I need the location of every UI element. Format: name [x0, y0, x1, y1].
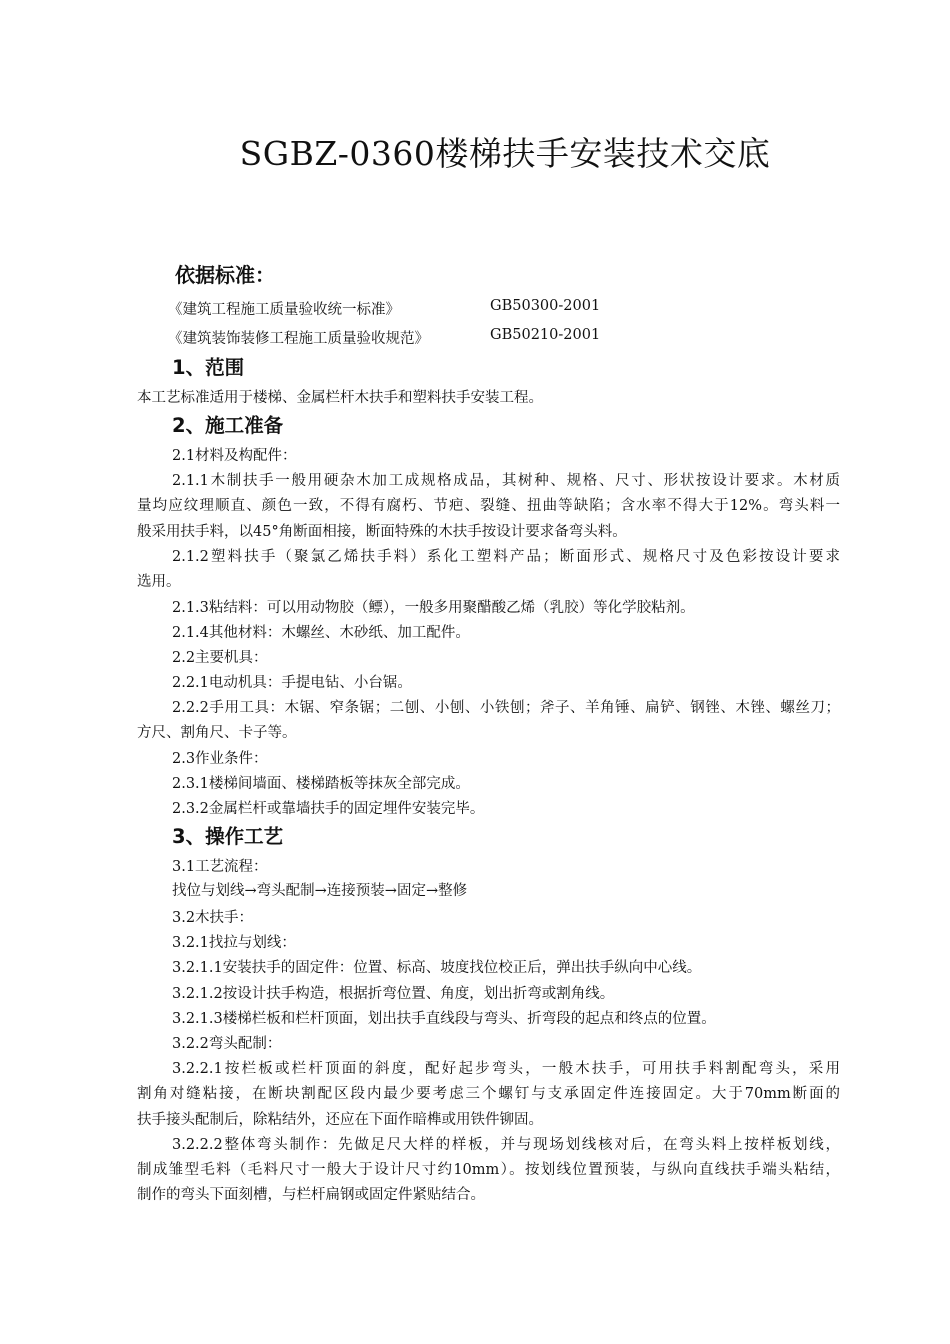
paragraph-line: 3.2.1.3楼梯栏板和栏杆顶面，划出扶手直线段与弯头、折弯段的起点和终点的位置。 [172, 1011, 716, 1027]
paragraph-line: 2.2主要机具： [172, 650, 268, 666]
basis-heading: 依据标准： [175, 263, 275, 287]
paragraph-line: 2.1.4其他材料：木螺丝、木砂纸、加工配件。 [172, 625, 470, 641]
paragraph-line: 3.1工艺流程： [172, 859, 268, 875]
paragraph-line: 量均应纹理顺直、颜色一致，不得有腐朽、节疤、裂缝、扭曲等缺陷；含水率不得大于12%。弯头料一 [137, 498, 840, 514]
paragraph-line: 2.1材料及构配件： [172, 448, 297, 464]
paragraph-line: 割角对缝粘接，在断块割配区段内最少要考虑三个螺钉与支承固定件连接固定。大于70mm断面的 [137, 1086, 840, 1102]
paragraph-line: 3.2.2.2整体弯头制作：先做足尺大样的样板，并与现场划线核对后，在弯头料上按样板划线， [172, 1137, 840, 1153]
paragraph-line: 扶手接头配制后，除粘结外，还应在下面作暗榫或用铁件铆固。 [137, 1112, 543, 1128]
paragraph-line: 2.1.2塑料扶手（聚氯乙烯扶手料）系化工塑料产品；断面形式、规格尺寸及色彩按设计要求 [172, 549, 840, 565]
standard-name: 《建筑工程施工质量验收统一标准》 [168, 302, 400, 318]
paragraph-line: 本工艺标准适用于楼梯、金属栏杆木扶手和塑料扶手安装工程。 [137, 390, 543, 406]
standard-row [168, 327, 601, 348]
paragraph-line: 3.2.1.2按设计扶手构造，根据折弯位置、角度，划出折弯或割角线。 [172, 986, 615, 1002]
section-heading-scope: 1、范围 [172, 356, 245, 379]
standard-code: GB50210-2001 [490, 327, 601, 343]
paragraph-line: 3.2木扶手： [172, 910, 254, 926]
paragraph-line: 2.3作业条件： [172, 751, 268, 767]
paragraph-line: 3.2.1找拉与划线： [172, 935, 296, 951]
paragraph-line: 2.2.1电动机具：手提电钻、小台锯。 [172, 675, 412, 691]
standard-name: 《建筑装饰装修工程施工质量验收规范》 [168, 331, 429, 347]
paragraph-line: 3.2.2.1按栏板或栏杆顶面的斜度，配好起步弯头，一般木扶手，可用扶手料割配弯头，采用 [172, 1061, 840, 1077]
paragraph-line: 3.2.2弯头配制： [172, 1036, 282, 1052]
standard-row [168, 298, 601, 319]
standard-code: GB50300-2001 [490, 298, 601, 314]
paragraph-line: 制作的弯头下面刻槽，与栏杆扁钢或固定件紧贴结合。 [137, 1187, 485, 1203]
paragraph-line: 2.1.3粘结料：可以用动物胶（鳔），一般多用聚醋酸乙烯（乳胶）等化学胶粘剂。 [172, 600, 695, 616]
paragraph-line: 选用。 [137, 574, 181, 590]
paragraph-line: 般采用扶手料，以45°角断面相接，断面特殊的木扶手按设计要求备弯头料。 [137, 524, 627, 540]
paragraph-line: 2.3.1楼梯间墙面、楼梯踏板等抹灰全部完成。 [172, 776, 470, 792]
paragraph-line: 2.1.1木制扶手一般用硬杂木加工成规格成品，其树种、规格、尺寸、形状按设计要求。木材质 [172, 473, 840, 489]
section-heading-preparation: 2、施工准备 [172, 414, 284, 437]
paragraph-line: 3.2.1.1安装扶手的固定件：位置、标高、坡度找位校正后，弹出扶手纵向中心线。 [172, 960, 702, 976]
paragraph-line: 制成雏型毛料（毛料尺寸一般大于设计尺寸约10mm）。按划线位置预装，与纵向直线扶手端头粘结， [137, 1162, 840, 1178]
document-title: SGBZ-0360楼梯扶手安装技术交底 [239, 134, 771, 173]
paragraph-line: 2.2.2手用工具：木锯、窄条锯；二刨、小刨、小铁刨；斧子、羊角锤、扁铲、钢锉、木锉、螺丝刀； [172, 700, 840, 716]
section-heading-process: 3、操作工艺 [172, 825, 284, 848]
process-flow: 找位与划线→弯头配制→连接预装→固定→整修 [172, 883, 468, 899]
paragraph-line: 2.3.2金属栏杆或靠墙扶手的固定埋件安装完毕。 [172, 801, 485, 817]
paragraph-line: 方尺、割角尺、卡子等。 [137, 725, 297, 741]
